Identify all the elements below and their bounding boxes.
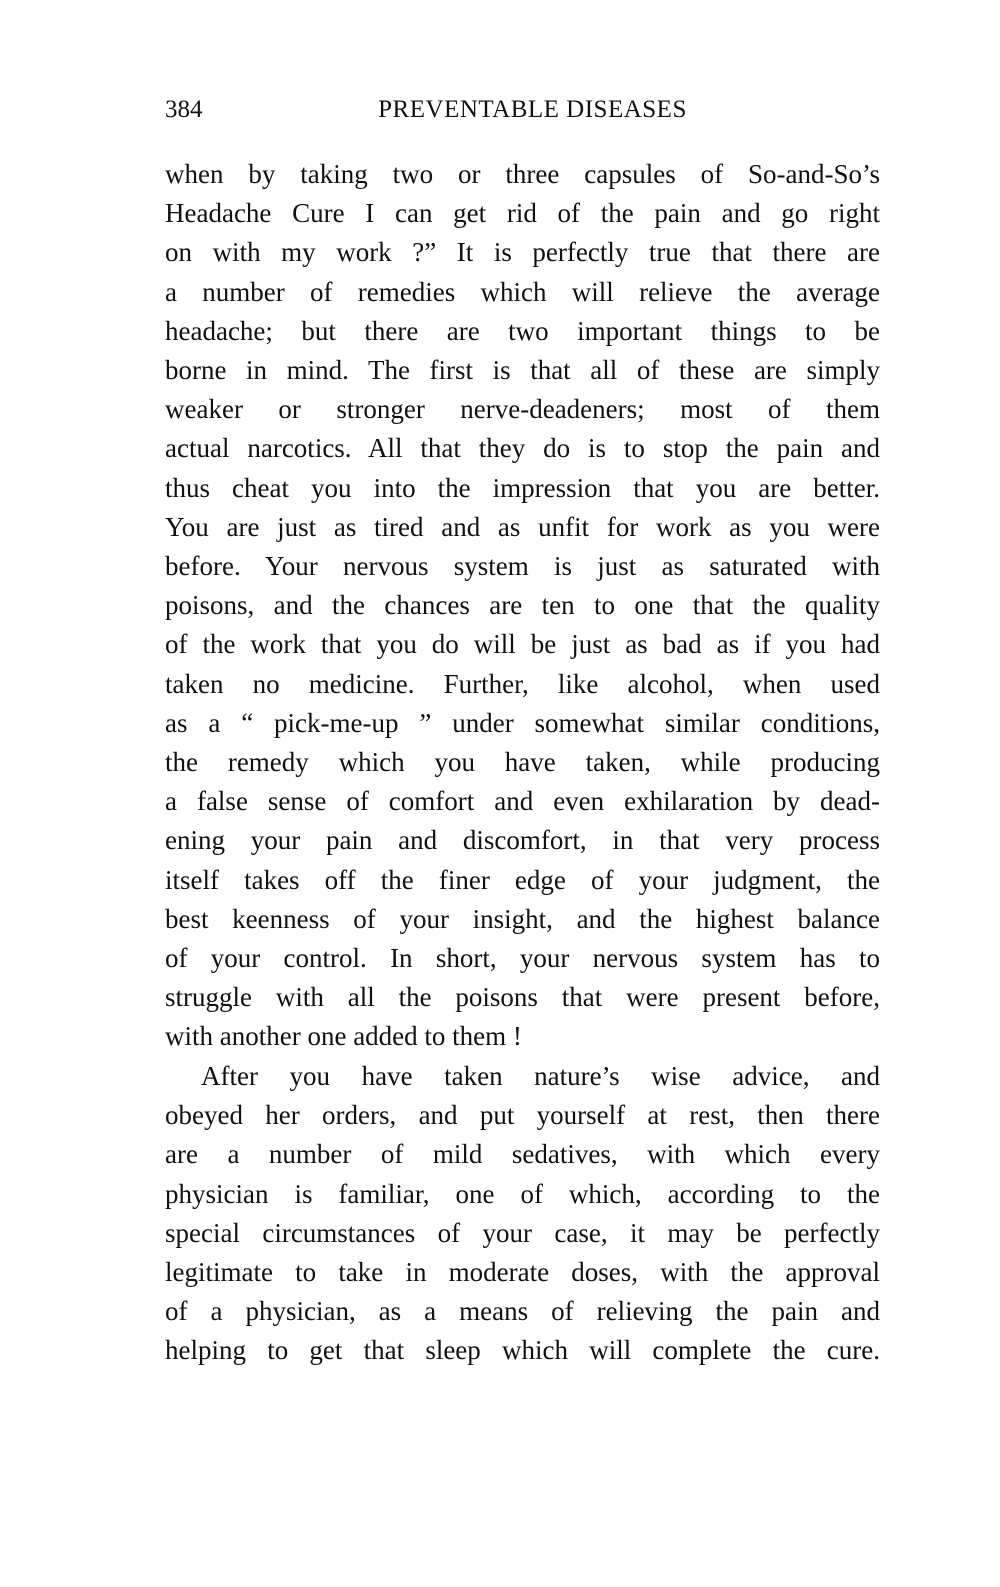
text-line: helping to get that sleep which will complete the cure. (165, 1335, 880, 1366)
text-line: You are just as tired and as unfit for work as you were (165, 511, 880, 542)
page-header (165, 96, 880, 132)
text-line: of the work that you do will be just as bad as if you had (165, 629, 880, 660)
text-line: After you have taken nature’s wise advice, and (201, 1061, 880, 1091)
text-line: headache; but there are two important things to be (165, 315, 880, 346)
running-title: PREVENTABLE DISEASES (378, 96, 687, 123)
text-line: as a “ pick-me-up ” under somewhat similar conditions, (165, 707, 880, 738)
text-line: a number of remedies which will relieve the average (165, 276, 880, 307)
text-line: actual narcotics. All that they do is to stop the pain and (165, 433, 880, 464)
text-line: a false sense of comfort and even exhilaration by dead- (165, 786, 880, 817)
text-line: best keenness of your insight, and the highest balance (165, 903, 880, 934)
text-line: ening your pain and discomfort, in that very process (165, 825, 880, 856)
text-line: on with my work ?” It is perfectly true that there are (165, 237, 880, 268)
text-line: poisons, and the chances are ten to one that the quality (165, 590, 880, 621)
text-line: taken no medicine. Further, like alcohol, when used (165, 668, 880, 699)
text-line: struggle with all the poisons that were present before, (165, 982, 880, 1013)
text-line: are a number of mild sedatives, with which every (165, 1139, 880, 1170)
text-line: before. Your nervous system is just as saturated with (165, 551, 880, 581)
text-line: borne in mind. The first is that all of these are simply (165, 355, 880, 385)
page-number: 384 (165, 96, 203, 123)
text-line: Headache Cure I can get rid of the pain and go right (165, 198, 880, 229)
text-line: of your control. In short, your nervous system has to (165, 943, 880, 973)
text-line: the remedy which you have taken, while producing (165, 747, 880, 777)
text-line: with another one added to them ! (165, 1021, 522, 1052)
text-line: physician is familiar, one of which, according to the (165, 1178, 880, 1209)
text-line: obeyed her orders, and put yourself at rest, then there (165, 1100, 880, 1131)
text-line: legitimate to take in moderate doses, with the approval (165, 1257, 880, 1287)
text-line: thus cheat you into the impression that you are better. (165, 472, 880, 503)
text-line: of a physician, as a means of relieving the pain and (165, 1296, 880, 1327)
text-line: special circumstances of your case, it may be perfectly (165, 1217, 880, 1248)
text-line: weaker or stronger nerve-deadeners; most of them (165, 394, 880, 425)
text-line: when by taking two or three capsules of So-and-So’s (165, 159, 880, 189)
text-line: itself takes off the finer edge of your judgment, the (165, 864, 880, 895)
